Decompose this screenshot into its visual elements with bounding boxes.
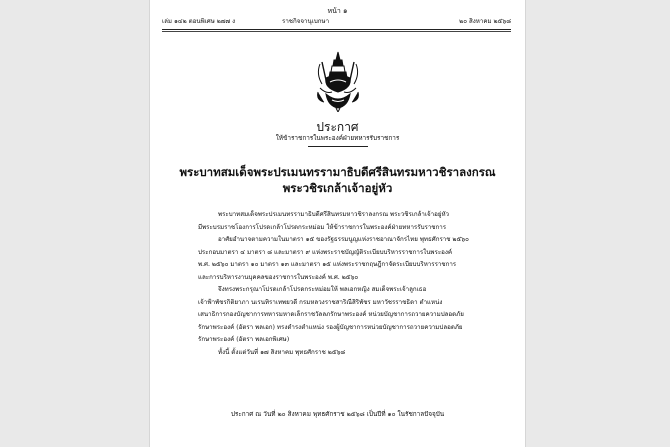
announcement-body <box>198 209 497 359</box>
body-line: รักษาพระองค์ (อัตรา พลเอก) ทรงดำรงตำแหน่ง รองผู้บัญชาการหน่วยบัญชาการถวายความปลอดภัย <box>198 323 463 331</box>
header-rule-thin <box>162 31 511 32</box>
body-line: จึงทรงพระกรุณาโปรดเกล้าโปรดกระหม่อมให้ พลเอกหญิง สมเด็จพระเจ้าลูกเธอ <box>218 286 427 293</box>
gazette-page <box>150 0 525 447</box>
body-line: เสนาธิการกองบัญชาการทหารมหาดเล็กราชวัลลภรักษาพระองค์ หน่วยบัญชาการถวายความปลอดภัย <box>198 311 464 318</box>
announcement-subtitle: ให้ข้าราชการในพระองค์ฝ่ายทหารรับราชการ <box>275 134 400 142</box>
publication-date: ๒๐ สิงหาคม ๒๕๖๘ <box>459 18 511 25</box>
body-line: ประกอบมาตรา ๔ มาตรา ๘ และมาตรา ๙ แห่งพระราชบัญญัติระเบียบบริหารราชการในพระองค์ <box>198 248 453 256</box>
body-line: มีพระบรมราชโองการโปรดเกล้าโปรดกระหม่อม ให้ข้าราชการในพระองค์ฝ่ายทหารรับราชการ <box>198 223 447 231</box>
gazette-header <box>162 16 511 26</box>
page-number: หน้า ๑ <box>327 7 348 15</box>
publication-name: ราชกิจจานุเบกษา <box>282 18 330 25</box>
header-rule <box>162 29 511 30</box>
title-divider <box>308 146 368 147</box>
body-line: อาศัยอำนาจตามความในมาตรา ๑๕ ของรัฐธรรมนูญแห่งราชอาณาจักรไทย พุทธศักราช ๒๕๖๐ <box>218 236 469 243</box>
royal-name-line1: พระบาทสมเด็จพระปรเมนทรรามาธิบดีศรีสินทรมหาวชิราลงกรณ <box>179 165 496 179</box>
signoff-date: ประกาศ ณ วันที่ ๒๐ สิงหาคม พุทธศักราช ๒๕๖๘ เป็นปีที่ ๑๐ ในรัชกาลปัจจุบัน <box>230 410 445 418</box>
body-line: ทั้งนี้ ตั้งแต่วันที่ ๑๗ สิงหาคม พุทธศักราช ๒๕๖๘ <box>218 348 346 356</box>
body-line: และการบริหารงานบุคคลของราชการในพระองค์ พ.ศ. ๒๕๖๐ <box>198 273 359 281</box>
royal-emblem-icon <box>312 50 364 112</box>
royal-name-line2: พระวชิรเกล้าเจ้าอยู่หัว <box>282 181 393 195</box>
volume-issue: เล่ม ๑๔๒ ตอนพิเศษ ๒๗๗ ง <box>162 18 236 25</box>
body-line: รักษาพระองค์ (อัตรา พลเอกพิเศษ) <box>198 336 290 343</box>
body-line: เจ้าฟ้าพัชรกิติยาภา นเรนทิราเทพยวดี กรมหลวงราชสาริณีสิริพัชร มหาวัชรราชธิดา ตำแหน่ง <box>198 298 443 306</box>
announcement-title: ประกาศ <box>316 120 359 134</box>
body-line: พระบาทสมเด็จพระปรเมนทรรามาธิบดีศรีสินทรมหาวชิราลงกรณ พระวชิรเกล้าเจ้าอยู่หัว <box>218 211 450 218</box>
body-line: พ.ศ. ๒๕๖๐ มาตรา ๑๐ มาตรา ๑๓ และมาตรา ๑๕ แห่งพระราชกฤษฎีกาจัดระเบียบบริหารราชการ <box>198 261 457 268</box>
